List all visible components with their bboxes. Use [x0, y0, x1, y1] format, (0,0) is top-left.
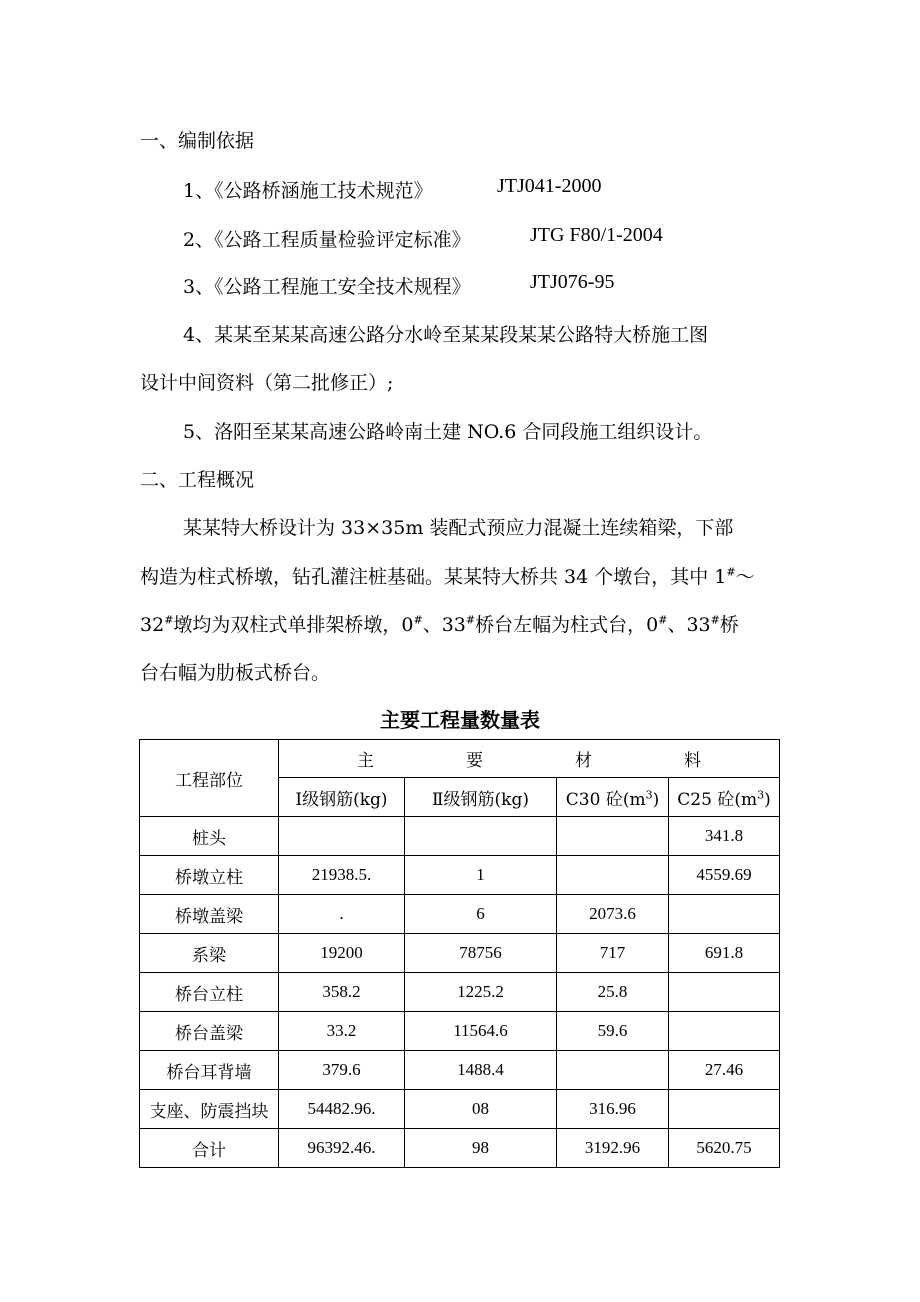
header-char: 料 [684, 751, 701, 771]
cell-value [557, 817, 669, 856]
cell-value: 59.6 [557, 1012, 669, 1051]
basis-item-5: 5、洛阳至某某高速公路岭南土建 NO.6 合同段施工组织设计。 [183, 421, 713, 443]
basis-item-title: 《公路工程质量检验评定标准》 [214, 229, 471, 251]
basis-item-number: 1、 [183, 180, 215, 202]
overview-text: 桥台左幅为柱式台，0 [475, 614, 659, 636]
cell-value [669, 1090, 780, 1129]
basis-item-2 [183, 225, 471, 252]
superscript: # [465, 613, 476, 627]
cell-part: 桩头 [140, 817, 279, 856]
overview-line-3 [140, 610, 739, 637]
header-c25 [669, 778, 780, 817]
overview-line-1: 某某特大桥设计为 33×35m 装配式预应力混凝土连续箱梁，下部 [183, 517, 734, 539]
overview-text: 、33 [422, 614, 466, 636]
basis-item-1 [183, 176, 433, 203]
superscript: # [413, 613, 423, 627]
cell-value: 341.8 [669, 817, 780, 856]
quantity-table [139, 739, 780, 1168]
cell-value [405, 817, 557, 856]
header-rebar-1: Ⅰ级钢筋(kg) [279, 778, 405, 817]
superscript: # [710, 613, 720, 627]
header-text: ) [652, 789, 660, 810]
cell-value [669, 895, 780, 934]
cell-value [557, 1051, 669, 1090]
overview-text: 、33 [667, 614, 711, 636]
overview-line-2 [140, 562, 755, 589]
cell-value: 379.6 [279, 1051, 405, 1090]
overview-text: ～ [735, 566, 755, 588]
header-c30 [557, 778, 669, 817]
section-heading-basis: 一、编制依据 [140, 130, 255, 152]
basis-item-3 [183, 272, 471, 299]
superscript: # [658, 613, 668, 627]
basis-item-number: 2、 [183, 229, 215, 251]
cell-part: 桥墩立柱 [140, 856, 279, 895]
cell-value: 358.2 [279, 973, 405, 1012]
cell-part: 桥台盖梁 [140, 1012, 279, 1051]
table-row [140, 1012, 780, 1051]
basis-item-code: JTJ041-2000 [497, 175, 602, 197]
cell-part: 合计 [140, 1129, 279, 1168]
cell-value [669, 973, 780, 1012]
cell-value [557, 856, 669, 895]
cell-value: 717 [557, 934, 669, 973]
header-char: 要 [466, 751, 483, 771]
cell-value: 21938.5. [279, 856, 405, 895]
cell-value [669, 1012, 780, 1051]
header-part: 工程部位 [140, 740, 279, 817]
header-text: C30 砼(m [565, 789, 646, 810]
cell-value: 316.96 [557, 1090, 669, 1129]
section-heading-overview: 二、工程概况 [140, 469, 255, 491]
cell-value: 78756 [405, 934, 557, 973]
superscript: 3 [645, 787, 653, 801]
overview-line-4: 台右幅为肋板式桥台。 [140, 662, 331, 684]
header-rebar-2: Ⅱ级钢筋(kg) [405, 778, 557, 817]
cell-part: 桥墩盖梁 [140, 895, 279, 934]
table-row-total [140, 1129, 780, 1168]
header-char: 材 [575, 751, 592, 771]
cell-part: 桥台立柱 [140, 973, 279, 1012]
cell-value: 08 [405, 1090, 557, 1129]
header-char: 主 [357, 751, 374, 771]
basis-item-4-line2: 设计中间资料（第二批修正）; [140, 372, 394, 394]
table-row [140, 934, 780, 973]
cell-value: 691.8 [669, 934, 780, 973]
cell-part: 系梁 [140, 934, 279, 973]
superscript: # [726, 565, 736, 579]
cell-value: 6 [405, 895, 557, 934]
cell-value: 54482.96. [279, 1090, 405, 1129]
cell-part: 支座、防震挡块 [140, 1090, 279, 1129]
header-text: ) [764, 789, 771, 810]
cell-value: 1488.4 [405, 1051, 557, 1090]
cell-value: 96392.46. [279, 1129, 405, 1168]
overview-text: 墩均为双柱式单排架桥墩，0 [173, 614, 414, 636]
cell-value [279, 817, 405, 856]
table-header-row [140, 740, 780, 778]
superscript: 3 [757, 787, 765, 801]
cell-value: 4559.69 [669, 856, 780, 895]
cell-value: 2073.6 [557, 895, 669, 934]
basis-item-code: JTJ076-95 [530, 271, 615, 293]
cell-value: 5620.75 [669, 1129, 780, 1168]
table-row [140, 1090, 780, 1129]
cell-value: . [279, 895, 405, 934]
overview-text: 构造为柱式桥墩，钻孔灌注桩基础。某某特大桥共 34 个墩台，其中 1 [140, 566, 727, 588]
overview-text: 桥 [719, 614, 739, 636]
cell-part: 桥台耳背墙 [140, 1051, 279, 1090]
header-material-group [279, 740, 780, 778]
cell-value: 11564.6 [405, 1012, 557, 1051]
table-title: 主要工程量数量表 [380, 708, 540, 732]
overview-text: 32 [140, 614, 165, 636]
cell-value: 33.2 [279, 1012, 405, 1051]
cell-value: 27.46 [669, 1051, 780, 1090]
basis-item-4-line1: 4、某某至某某高速公路分水岭至某某段某某公路特大桥施工图 [183, 324, 709, 346]
cell-value: 1225.2 [405, 973, 557, 1012]
cell-value: 98 [405, 1129, 557, 1168]
header-text: C25 砼(m [677, 789, 758, 810]
basis-item-title: 《公路工程施工安全技术规程》 [214, 276, 471, 298]
superscript: # [164, 613, 174, 627]
cell-value: 25.8 [557, 973, 669, 1012]
basis-item-number: 3、 [183, 276, 215, 298]
cell-value: 19200 [279, 934, 405, 973]
table-row [140, 1051, 780, 1090]
table-row [140, 856, 780, 895]
table-row [140, 895, 780, 934]
table-row [140, 973, 780, 1012]
table-row [140, 817, 780, 856]
basis-item-title: 《公路桥涵施工技术规范》 [214, 180, 433, 202]
cell-value: 1 [405, 856, 557, 895]
basis-item-code: JTG F80/1-2004 [530, 224, 663, 246]
cell-value: 3192.96 [557, 1129, 669, 1168]
